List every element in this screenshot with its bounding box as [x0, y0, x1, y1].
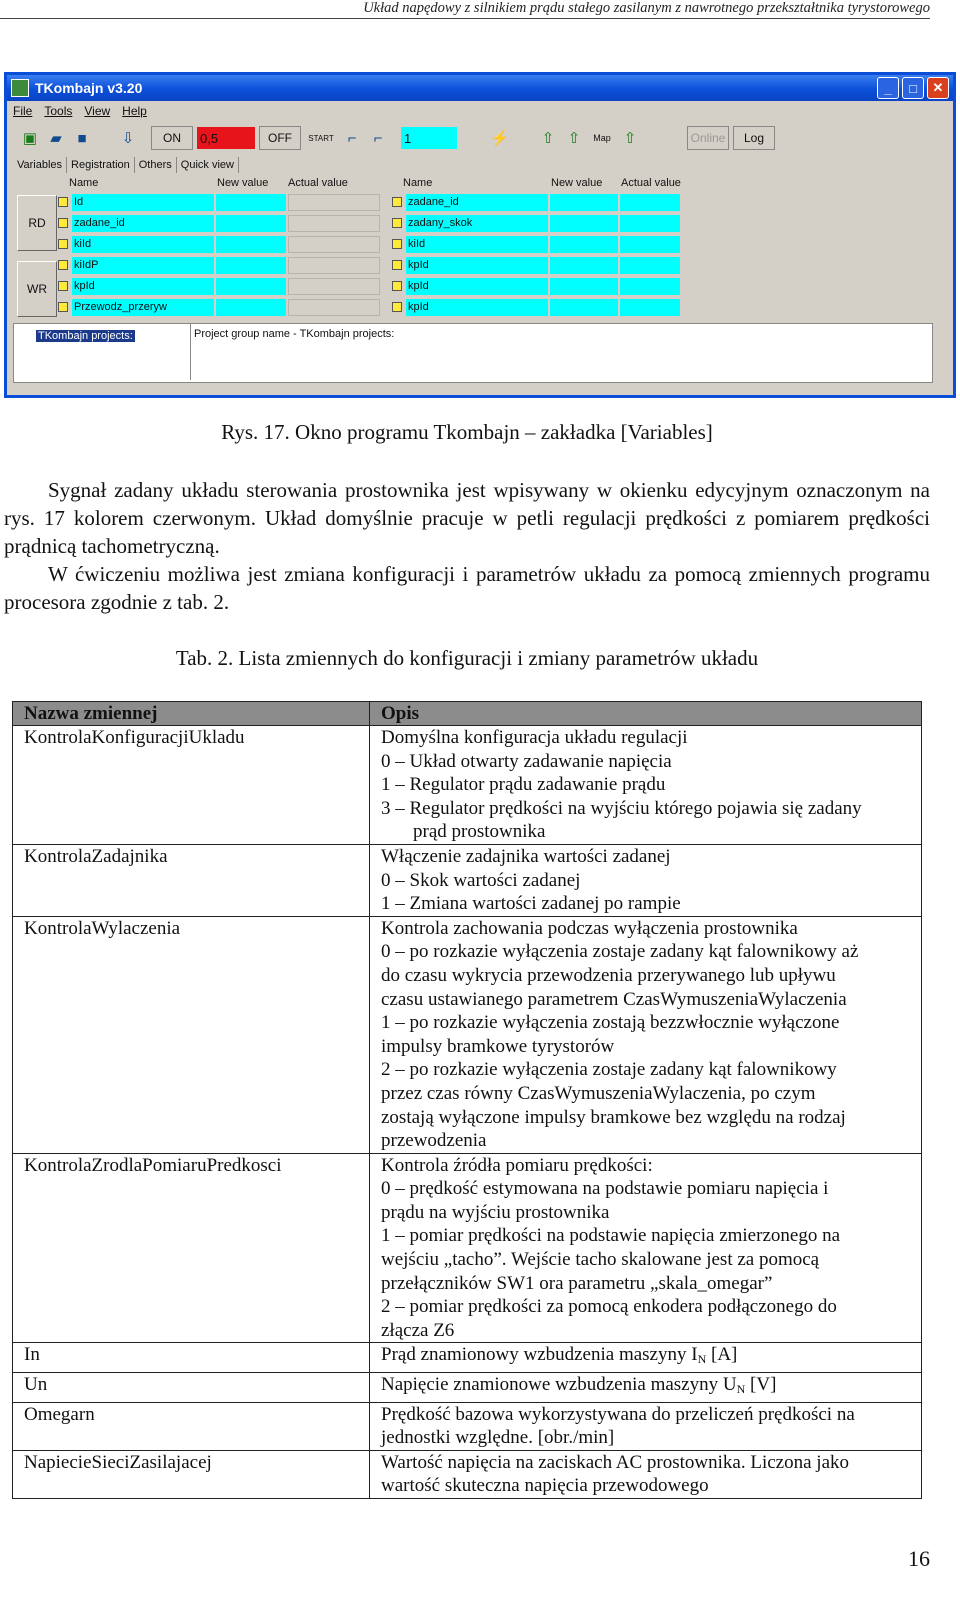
panel-divider [190, 324, 191, 380]
left-row[interactable] [58, 277, 380, 295]
menu-bar [7, 101, 953, 121]
desc-line: czasu ustawianego parametrem CzasWymuszeniaWylaczenia [381, 988, 847, 1010]
var-desc [370, 726, 922, 845]
new-value-cell[interactable] [550, 215, 618, 232]
desc-line: wejściu „tacho”. Wejście tacho skalowane jest za pomocą [381, 1249, 820, 1271]
left-row[interactable] [58, 214, 380, 232]
ramp-chart-icon[interactable]: ⌐ [373, 129, 383, 147]
var-name: Un [13, 1373, 370, 1403]
desc-line: 1 – po rozkazie wyłączenia zostają bezzwłocznie wyłączone [381, 1012, 840, 1034]
desc-line: przez czas równy CzasWymuszeniaWylaczenia, po czym [381, 1082, 816, 1104]
row-checkbox[interactable] [58, 197, 68, 207]
desc-line: Wartość napięcia na zaciskach AC prostownika. Liczona jako [381, 1451, 850, 1473]
table-row [13, 1450, 922, 1498]
figure-caption: Rys. 17. Okno programu Tkombajn – zakładka [Variables] [221, 420, 713, 444]
col-name-right: Name [403, 177, 433, 189]
actual-value-cell [620, 194, 680, 211]
right-row[interactable] [392, 277, 682, 295]
desc-subscript: N [736, 1382, 746, 1397]
desc-line: 0 – po rozkazie wyłączenia zostaje zadany kąt falownikowy aż [381, 941, 859, 963]
project-group-label: Project group name - TKombajn projects: [194, 328, 395, 340]
var-desc [370, 1343, 922, 1373]
col-actual-right: Actual value [621, 177, 681, 189]
actual-value-cell [288, 257, 380, 274]
var-name: KontrolaKonfiguracjiUkladu [13, 726, 370, 845]
desc-line: przewodzenia [381, 1130, 487, 1152]
actual-value-cell [288, 215, 380, 232]
desc-line: Kontrola zachowania podczas wyłączenia prostownika [381, 917, 798, 939]
desc-line: 2 – pomiar prędkości za pomocą enkodera podłączonego do [381, 1296, 837, 1318]
project-tree-item[interactable]: TKombajn projects: [38, 330, 133, 342]
var-desc [370, 1402, 922, 1450]
var-desc [370, 1373, 922, 1403]
menu-tools[interactable]: Tools [44, 104, 73, 118]
left-row[interactable] [58, 193, 380, 211]
desc-line: jednostki względne. [obr./min] [381, 1427, 615, 1449]
actual-value-cell [288, 278, 380, 295]
running-header: Układ napędowy z silnikiem prądu stałego zasilanym z nawrotnego przekształtnika tyrystorowego [0, 0, 930, 19]
desc-unit: [A] [706, 1344, 738, 1366]
col-name-left: Name [69, 177, 99, 189]
actual-value-cell [620, 215, 680, 232]
desc-line: zostają wyłączone impulsy bramkowe bez względu na rodzaj [381, 1106, 846, 1128]
var-name: KontrolaWylaczenia [13, 916, 370, 1153]
tab-quick-view[interactable]: Quick view [177, 157, 239, 173]
row-name: kiIdP [72, 257, 214, 274]
row-name: kpId [406, 278, 548, 295]
close-button[interactable]: ✕ [927, 77, 949, 99]
menu-view[interactable]: View [84, 104, 111, 118]
table-caption: Tab. 2. Lista zmiennych do konfiguracji i zmiany parametrów układu [175, 646, 759, 670]
paragraph-1: Sygnał zadany układu sterowania prostownika jest wpisywany w okienku edycyjnym oznaczonym na rys. 17 kolorem czerwonym. Układ domyślnie pracuje w petli regulacji prędkości z pomiarem prędkości prądnicą tachometryczną. [4, 478, 930, 558]
row-checkbox[interactable] [58, 260, 68, 270]
table-row [13, 726, 922, 845]
save-icon[interactable]: ■ [77, 129, 87, 147]
desc-line: Prędkość bazowa wykorzystywana do przeliczeń prędkości na [381, 1403, 855, 1425]
desc-unit: [V] [745, 1374, 777, 1396]
project-panel [13, 323, 933, 383]
step-input[interactable]: 1 [401, 127, 457, 149]
actual-value-cell [620, 257, 680, 274]
desc-line: 1 – Zmiana wartości zadanej po rampie [381, 893, 681, 915]
desc-line: impulsy bramkowe tyrystorów [381, 1035, 615, 1057]
col-new-left: New value [217, 177, 269, 189]
desc-line: prądu na wyjściu prostownika [381, 1201, 610, 1223]
var-name: In [13, 1343, 370, 1373]
actual-value-cell [620, 278, 680, 295]
row-checkbox[interactable] [58, 218, 68, 228]
desc-line: Domyślna konfiguracja układu regulacji [381, 727, 688, 748]
left-row[interactable] [58, 235, 380, 253]
new-value-cell[interactable] [216, 215, 286, 232]
desc-line: Kontrola źródła pomiaru prędkości: [381, 1154, 653, 1176]
col-new-right: New value [551, 177, 603, 189]
var-name: KontrolaZrodlaPomiaruPredkosci [13, 1153, 370, 1343]
off-button[interactable]: OFF [259, 126, 301, 150]
right-row[interactable] [392, 235, 682, 253]
write-button[interactable]: WR [17, 261, 57, 317]
desc-line: prąd prostownika [413, 821, 546, 843]
title-bar [7, 75, 953, 101]
row-name: kpId [406, 299, 548, 316]
new-value-cell[interactable] [216, 278, 286, 295]
new-value-cell[interactable] [216, 236, 286, 253]
upload-map-icon[interactable]: ⇧ [623, 130, 637, 147]
download-icon[interactable]: ⇩ [121, 130, 135, 147]
tab-others[interactable]: Others [135, 157, 177, 173]
step-chart-icon[interactable]: ⌐ [347, 129, 357, 147]
log-button[interactable]: Log [733, 126, 775, 150]
desc-subscript: N [697, 1352, 707, 1367]
variables-panel [13, 177, 933, 317]
minimize-button[interactable]: _ [877, 77, 899, 99]
new-value-cell[interactable] [550, 194, 618, 211]
new-value-cell[interactable] [216, 257, 286, 274]
header-name: Nazwa zmiennej [13, 702, 370, 726]
table-row [13, 844, 922, 916]
new-icon[interactable]: ▣ [22, 130, 38, 147]
table-row [13, 1153, 922, 1343]
upload-all-icon[interactable]: ⇧ [567, 130, 581, 147]
new-value-cell[interactable] [550, 257, 618, 274]
table-row [13, 916, 922, 1153]
row-name: kiId [72, 236, 214, 253]
row-checkbox[interactable] [58, 302, 68, 312]
row-checkbox[interactable] [392, 260, 402, 270]
desc-line: przełączników SW1 ora parametru „skala_omegar” [381, 1272, 773, 1294]
desc-line: złącza Z6 [381, 1319, 455, 1341]
new-value-cell[interactable] [216, 299, 286, 316]
setpoint-input[interactable]: 0,5 [197, 127, 255, 149]
maximize-button[interactable]: □ [902, 77, 924, 99]
desc-line: 0 – Układ otwarty zadawanie napięcia [381, 750, 672, 772]
table-row [13, 1402, 922, 1450]
connect-icon[interactable]: ⚡ [490, 130, 510, 147]
var-desc [370, 1450, 922, 1498]
desc-line: 0 – Skok wartości zadanej [381, 869, 581, 891]
row-checkbox[interactable] [58, 281, 68, 291]
row-name: zadane_id [72, 215, 214, 232]
tab-variables[interactable]: Variables [13, 157, 67, 173]
var-name: KontrolaZadajnika [13, 844, 370, 916]
desc-line: Prąd znamionowy wzbudzenia maszyny I [381, 1344, 698, 1366]
desc-line: 3 – Regulator prędkości na wyjściu którego pojawia się zadany [381, 797, 862, 819]
start-button[interactable]: START [305, 127, 337, 149]
row-checkbox[interactable] [58, 239, 68, 249]
page-number: 16 [908, 1546, 930, 1571]
row-name: kiId [406, 236, 548, 253]
tab-registration[interactable]: Registration [67, 157, 135, 173]
actual-value-cell [288, 194, 380, 211]
row-name: kpId [72, 278, 214, 295]
row-checkbox[interactable] [392, 281, 402, 291]
row-checkbox[interactable] [392, 302, 402, 312]
right-row[interactable] [392, 256, 682, 274]
upload-icon[interactable]: ⇧ [541, 130, 555, 147]
row-checkbox[interactable] [392, 239, 402, 249]
paragraph-2: W ćwiczeniu możliwa jest zmiana konfiguracji i parametrów układu za pomocą zmiennych programu procesora zgodnie z tab. 2. [4, 562, 930, 614]
app-icon [11, 79, 29, 97]
online-button[interactable]: Online [687, 126, 729, 150]
menu-file[interactable]: File [13, 104, 33, 118]
row-checkbox[interactable] [392, 197, 402, 207]
left-row[interactable] [58, 298, 380, 316]
var-desc [370, 844, 922, 916]
var-name: NapiecieSieciZasilajacej [13, 1450, 370, 1498]
actual-value-cell [620, 299, 680, 316]
desc-line: 0 – prędkość estymowana na podstawie pomiaru napięcia i [381, 1178, 829, 1200]
new-value-cell[interactable] [550, 236, 618, 253]
right-row[interactable] [392, 193, 682, 211]
variables-table [12, 701, 922, 1499]
row-name: zadany_skok [406, 215, 548, 232]
desc-line: 1 – pomiar prędkości na podstawie napięcia zmierzonego na [381, 1225, 840, 1247]
desc-line: do czasu wykrycia przewodzenia przerywanego lub upływu [381, 964, 836, 986]
col-actual-left: Actual value [288, 177, 348, 189]
desc-line: wartość skuteczna napięcia przewodowego [381, 1475, 709, 1497]
table-header-row [13, 702, 922, 726]
read-button[interactable]: RD [17, 195, 57, 251]
tab-strip [7, 155, 953, 173]
new-value-cell[interactable] [216, 194, 286, 211]
header-desc: Opis [370, 702, 922, 726]
new-value-cell[interactable] [550, 299, 618, 316]
row-name: Przewodz_przeryw [72, 299, 214, 316]
on-button[interactable]: ON [151, 126, 193, 150]
toolbar [7, 121, 953, 155]
var-desc [370, 916, 922, 1153]
left-row[interactable] [58, 256, 380, 274]
row-name: Id [72, 194, 214, 211]
right-row[interactable] [392, 298, 682, 316]
row-name: zadane_id [406, 194, 548, 211]
actual-value-cell [620, 236, 680, 253]
actual-value-cell [288, 299, 380, 316]
desc-line: 2 – po rozkazie wyłączenia zostaje zadany kąt falownikowy [381, 1059, 837, 1081]
map-button[interactable]: Map [589, 127, 615, 149]
table-row [13, 1343, 922, 1373]
desc-line: Napięcie znamionowe wzbudzenia maszyny U [381, 1374, 737, 1396]
desc-line: Włączenie zadajnika wartości zadanej [381, 845, 671, 867]
row-checkbox[interactable] [392, 218, 402, 228]
var-name: Omegarn [13, 1402, 370, 1450]
new-value-cell[interactable] [550, 278, 618, 295]
right-row[interactable] [392, 214, 682, 232]
open-icon[interactable]: ▰ [50, 130, 62, 147]
var-desc [370, 1153, 922, 1343]
desc-line: 1 – Regulator prądu zadawanie prądu [381, 774, 666, 796]
app-window [4, 72, 956, 398]
actual-value-cell [288, 236, 380, 253]
window-title: TKombajn v3.20 [35, 80, 143, 96]
row-name: kpId [406, 257, 548, 274]
menu-help[interactable]: Help [122, 104, 147, 118]
table-row [13, 1373, 922, 1403]
